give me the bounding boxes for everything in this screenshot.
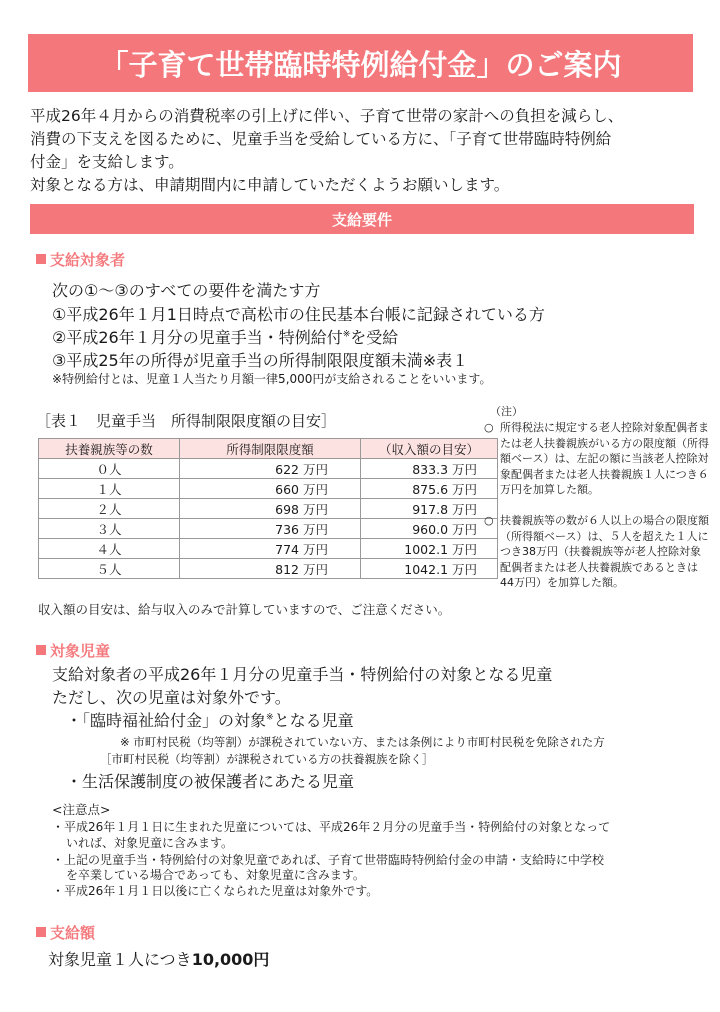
cell-dependents: ３人 xyxy=(39,519,180,539)
table-row xyxy=(39,539,498,559)
square-bullet-icon xyxy=(36,254,46,264)
children-heading xyxy=(36,640,110,661)
square-bullet-icon xyxy=(36,927,46,937)
eligibility-footnote: ※特例給付とは、児童１人当たり月額一律5,000円が支給されることをいいます。 xyxy=(52,372,492,386)
table-row xyxy=(39,459,498,479)
column-header-income-limit: 所得制限限度額 xyxy=(180,439,361,459)
intro-line-2: 消費の下支えを図るために、児童手当を受給している方に、「子育て世帯臨時特例給 xyxy=(30,130,612,148)
cell-income-estimate: 960.0 万円 xyxy=(361,519,498,539)
caution-1-line-2: いれば、対象児童に含みます。 xyxy=(66,836,234,850)
excluded-item-1-text: ・「臨時福祉給付金」の対象 xyxy=(66,711,267,730)
amount-heading-label: 支給額 xyxy=(50,924,96,942)
side-note-label: （注） xyxy=(490,405,523,418)
cell-income-limit: 774 万円 xyxy=(180,539,361,559)
cell-dependents: ０人 xyxy=(39,459,180,479)
intro-line-1: 平成26年４月からの消費税率の引上げに伴い、子育て世帯の家計への負担を減らし、 xyxy=(30,107,624,125)
table-header-row xyxy=(39,439,498,459)
excluded-item-1 xyxy=(66,708,354,731)
cell-income-limit: 698 万円 xyxy=(180,499,361,519)
footnote-mark: ※ xyxy=(266,712,274,723)
excluded-item-1-note-1: ※ 市町村民税（均等割）が課税されていない方、または条例により市町村民税を免除された方 xyxy=(120,735,605,749)
cell-income-limit: 622 万円 xyxy=(180,459,361,479)
eligibility-heading xyxy=(36,249,125,270)
caution-2-line-1: ・上記の児童手当・特例給付の対象児童であれば、子育て世帯臨時特例給付金の申請・支給時に中学校 xyxy=(52,853,605,867)
table-after-note: 収入額の目安は、給与収入のみで計算していますので、ご注意ください。 xyxy=(38,602,451,617)
excluded-item-1-text-end: となる児童 xyxy=(273,711,354,730)
column-header-dependents: 扶養親族等の数 xyxy=(39,439,180,459)
requirement-2-text: ②平成26年１月分の児童手当・特例給付 xyxy=(52,328,343,347)
section-title-requirements: 支給要件 xyxy=(30,204,694,234)
intro-line-3: 付金」を支給します。 xyxy=(30,153,184,171)
intro-line-4: 対象となる方は、申請期間内に申請していただくようお願いします。 xyxy=(30,176,510,194)
table-row xyxy=(39,559,498,579)
excluded-item-2: ・生活保護制度の被保護者にあたる児童 xyxy=(66,772,355,791)
caution-2-line-2: を卒業している場合であっても、対象児童に含みます。 xyxy=(66,868,365,882)
income-limit-table xyxy=(38,438,498,579)
side-note-2 xyxy=(484,513,710,591)
footnote-mark: ※ xyxy=(342,329,351,340)
table-row xyxy=(39,519,498,539)
cell-income-limit: 660 万円 xyxy=(180,479,361,499)
side-note-1-text: 所得税法に規定する老人控除対象配偶者または老人扶養親族がいる方の限度額（所得額ベース）は、左記の額に当該老人控除対象配偶者または老人扶養親族１人につき６万円を加算した額。 xyxy=(500,421,709,496)
amount-heading xyxy=(36,922,95,943)
cell-income-limit: 736 万円 xyxy=(180,519,361,539)
square-bullet-icon xyxy=(36,645,46,655)
side-note-1 xyxy=(484,420,710,498)
table-caption: ［表１ 児童手当 所得制限限度額の目安］ xyxy=(36,412,337,430)
cell-income-estimate: 875.6 万円 xyxy=(361,479,498,499)
cell-income-limit: 812 万円 xyxy=(180,559,361,579)
requirement-3: ③平成25年の所得が児童手当の所得制限限度額未満※表１ xyxy=(52,351,469,370)
caution-title: <注意点> xyxy=(52,802,111,817)
children-heading-label: 対象児童 xyxy=(50,642,111,660)
circle-bullet-icon: ○ xyxy=(484,514,494,527)
circle-bullet-icon: ○ xyxy=(484,421,494,434)
children-line-2: ただし、次の児童は対象外です。 xyxy=(52,688,291,707)
eligibility-lead: 次の①～③のすべての要件を満たす方 xyxy=(52,281,321,300)
children-line-1: 支給対象者の平成26年１月分の児童手当・特例給付の対象となる児童 xyxy=(52,665,553,684)
requirement-2-text-end: を受給 xyxy=(350,328,399,347)
caution-1-line-1: ・平成26年１月１日に生まれた児童については、平成26年２月分の児童手当・特例給付の対象となって xyxy=(52,820,611,834)
eligibility-heading-label: 支給対象者 xyxy=(50,251,126,269)
amount-value: 10,000円 xyxy=(191,950,270,969)
page-title: 「子育て世帯臨時特例給付金」のご案内 xyxy=(28,34,693,92)
column-header-income-estimate: （収入額の目安） xyxy=(361,439,498,459)
cell-income-estimate: 917.8 万円 xyxy=(361,499,498,519)
cell-income-estimate: 1042.1 万円 xyxy=(361,559,498,579)
cell-dependents: ５人 xyxy=(39,559,180,579)
excluded-item-1-note-2: ［市町村民税（均等割）が課税されている方の扶養親族を除く］ xyxy=(100,752,434,766)
cell-dependents: ２人 xyxy=(39,499,180,519)
caution-3: ・平成26年１月１日以後に亡くなられた児童は対象外です。 xyxy=(52,884,379,898)
requirement-2 xyxy=(52,325,398,348)
amount-line xyxy=(48,947,269,970)
cell-dependents: ４人 xyxy=(39,539,180,559)
side-note-2-text: 扶養親族等の数が６人以上の場合の限度額（所得額ベース）は、５人を超えた１人につき38万円（扶養親族等が老人控除対象配偶者または老人扶養親族であるときは44万円）を加算した額。 xyxy=(500,514,709,589)
amount-text: 対象児童１人につき xyxy=(48,950,192,969)
cell-dependents: １人 xyxy=(39,479,180,499)
cell-income-estimate: 1002.1 万円 xyxy=(361,539,498,559)
requirement-1: ①平成26年１月1日時点で高松市の住民基本台帳に記録されている方 xyxy=(52,305,545,324)
table-row xyxy=(39,499,498,519)
table-row xyxy=(39,479,498,499)
cell-income-estimate: 833.3 万円 xyxy=(361,459,498,479)
